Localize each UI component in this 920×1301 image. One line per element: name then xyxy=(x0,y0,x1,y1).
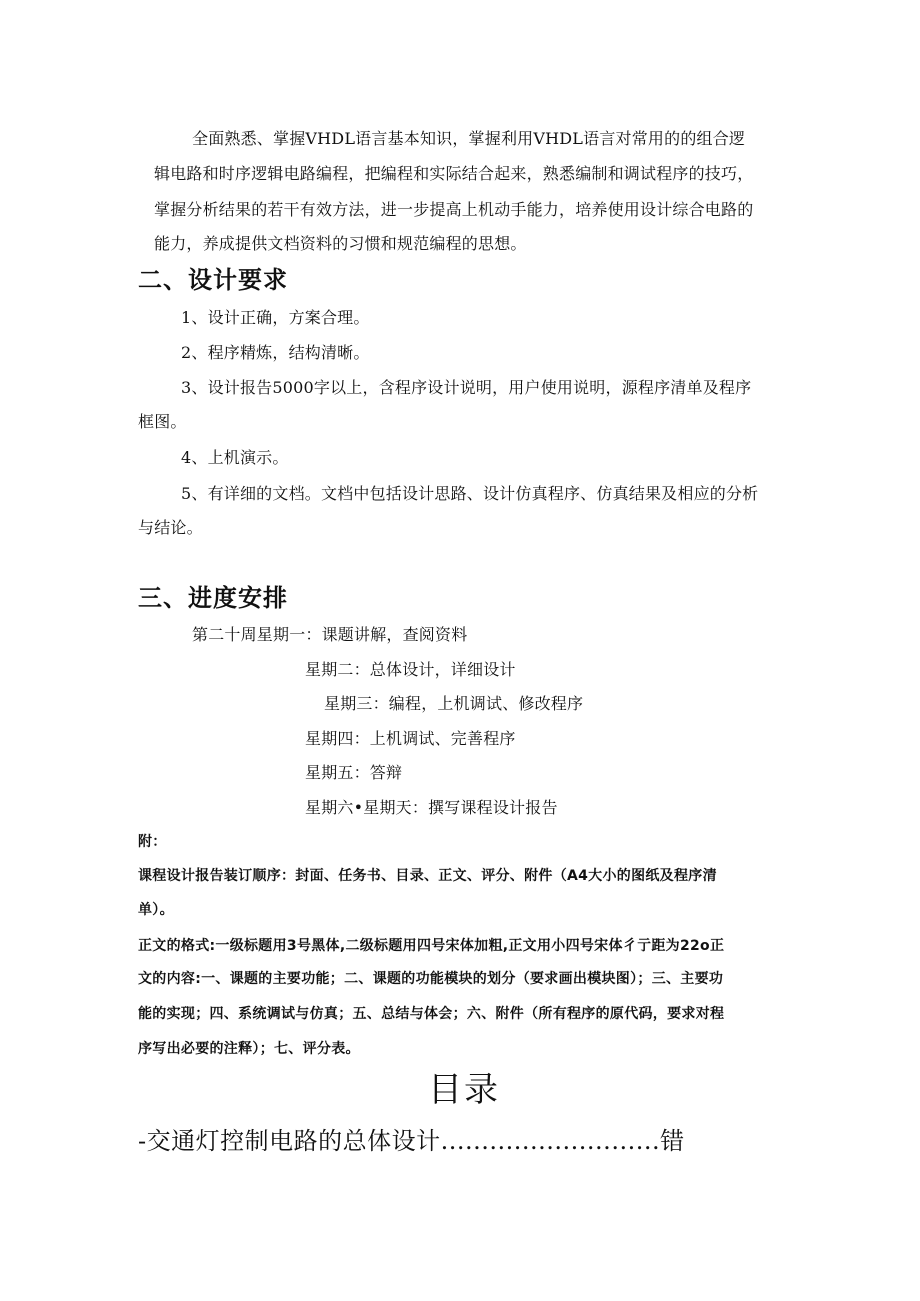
requirement-item: 1、设计正确，方案合理。 xyxy=(181,308,370,327)
schedule-item: 星期六•星期天：撰写课程设计报告 xyxy=(305,798,558,817)
binding-order-line: 课程设计报告装订顺序：封面、任务书、目录、正文、评分、附件（A4大小的图纸及程序清 xyxy=(138,868,717,884)
binding-order-line: 单）。 xyxy=(138,902,174,918)
requirement-item: 5、有详细的文档。文档中包括设计思路、设计仿真程序、仿真结果及相应的分析 xyxy=(181,484,759,503)
requirement-item: 与结论。 xyxy=(138,518,203,537)
format-line: 序写出必要的注释）；七、评分表。 xyxy=(138,1041,360,1057)
intro-line: 辑电路和时序逻辑电路编程，把编程和实际结合起来，熟悉编制和调试程序的技巧， xyxy=(154,164,754,183)
schedule-item: 星期三：编程，上机调试、修改程序 xyxy=(324,694,584,713)
toc-entry[interactable]: -交通灯控制电路的总体设计...........................错 xyxy=(138,1127,685,1155)
schedule-item: 星期四：上机调试、完善程序 xyxy=(305,729,516,748)
requirement-item: 2、程序精炼，结构清晰。 xyxy=(181,343,370,362)
format-line: 文的内容:一、课题的主要功能；二、课题的功能模块的划分（要求画出模块图）；三、主要功 xyxy=(138,971,724,987)
intro-line: 掌握分析结果的若干有效方法，进一步提高上机动手能力，培养使用设计综合电路的 xyxy=(154,200,754,219)
intro-line: 全面熟悉、掌握VHDL语言基本知识，掌握利用VHDL语言对常用的的组合逻 xyxy=(192,129,746,148)
section-heading-schedule: 三、进度安排 xyxy=(138,584,288,612)
appendix-label: 附： xyxy=(138,834,167,850)
schedule-item: 第二十周星期一：课题讲解，查阅资料 xyxy=(192,625,468,644)
schedule-item: 星期五：答辩 xyxy=(305,763,403,782)
requirement-item: 框图。 xyxy=(138,412,187,431)
intro-line: 能力，养成提供文档资料的习惯和规范编程的思想。 xyxy=(154,234,527,253)
section-heading-requirements: 二、设计要求 xyxy=(138,266,288,294)
schedule-item: 星期二：总体设计，详细设计 xyxy=(305,660,516,679)
requirement-item: 3、设计报告5000字以上，含程序设计说明，用户使用说明，源程序清单及程序 xyxy=(181,378,752,397)
requirement-item: 4、上机演示。 xyxy=(181,448,289,467)
toc-title: 目录 xyxy=(428,1070,500,1110)
format-line: 能的实现；四、系统调试与仿真；五、总结与体会；六、附件（所有程序的原代码，要求对程 xyxy=(138,1006,725,1022)
format-line: 正文的格式:一级标题用3号黑体,二级标题用四号宋体加粗,正文用小四号宋体彳亍距为22o正 xyxy=(138,938,725,954)
